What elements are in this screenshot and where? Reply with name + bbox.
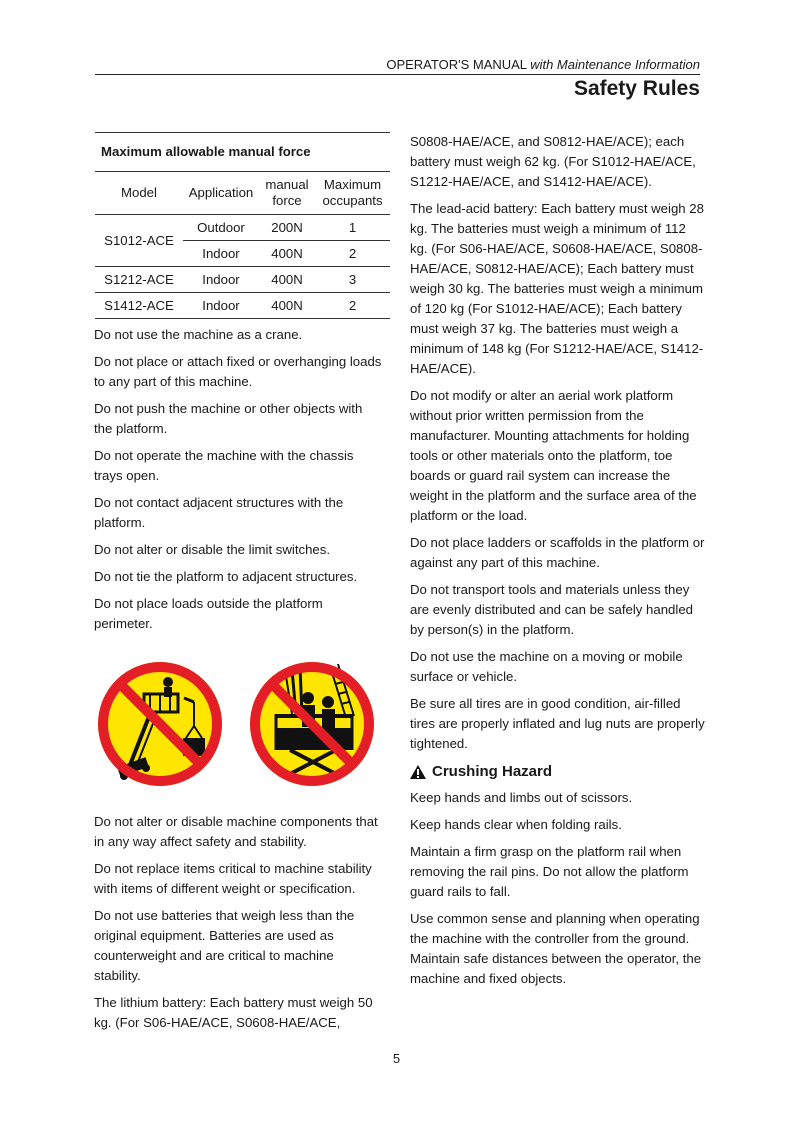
rule-paragraph: The lead-acid battery: Each battery must weigh 28 kg. The batteries must weigh a minimum of 112 kg. (For S06-HAE/ACE, S0608-HAE/ACE, S0808-HAE/ACE, S0812-HAE/ACE); Each battery must weigh 30 kg. The batteries must weigh a minimum of 120 kg (For S1012-HAE/ACE); Each battery must weigh 37 kg. The batteries must weigh a minimum of 148 kg (For S1212-HAE/ACE, S1412-HAE/ACE).	[410, 201, 704, 376]
no-crane-lifting-sign-icon	[94, 658, 226, 790]
rule-paragraph: Do not alter or disable the limit switches.	[94, 542, 331, 557]
cell-application: Indoor	[183, 267, 259, 293]
rule-paragraph: Do not use the machine on a moving or mobile surface or vehicle.	[410, 649, 683, 684]
crushing-hazard-heading	[410, 762, 706, 782]
cell-occupants: 2	[315, 241, 390, 267]
page-number: 5	[392, 1051, 401, 1066]
manual-subtitle: with Maintenance Information	[530, 57, 700, 72]
left-column	[94, 132, 384, 1033]
crushing-hazard-title: Crushing Hazard	[432, 763, 553, 780]
rule-paragraph: Do not modify or alter an aerial work platform without prior written permission from the manufacturer. Mounting attachments for holding tools or other materials onto the platform, toe boards or guard rail system can increase the weight in the platform and the surface area of the platform or the load.	[410, 388, 697, 523]
rule-paragraph: Do not tie the platform to adjacent structures.	[94, 569, 358, 584]
right-column	[410, 132, 706, 989]
rule-paragraph: Do not place ladders or scaffolds in the platform or against any part of this machine.	[410, 535, 705, 570]
max-force-table	[95, 132, 390, 319]
warning-triangle-icon	[410, 765, 426, 779]
cell-model: S1212-ACE	[95, 267, 183, 293]
cell-force: 200N	[259, 215, 315, 241]
col-header-application: Application	[183, 172, 259, 215]
table-header-row	[95, 172, 390, 215]
rule-paragraph: Do not push the machine or other objects with the platform.	[94, 401, 363, 436]
rule-paragraph: The lithium battery: Each battery must weigh 50 kg. (For S06-HAE/ACE, S0608-HAE/ACE,	[94, 995, 373, 1030]
rule-paragraph: Keep hands and limbs out of scissors.	[410, 790, 633, 805]
rule-paragraph: Be sure all tires are in good condition, air-filled tires are properly inflated and lug nuts are properly tightened.	[410, 696, 705, 751]
running-header	[386, 57, 700, 72]
col-header-occupants: Maximum occupants	[315, 172, 390, 215]
rule-paragraph: Do not place or attach fixed or overhanging loads to any part of this machine.	[94, 354, 382, 389]
rule-paragraph: S0808-HAE/ACE, and S0812-HAE/ACE); each battery must weigh 62 kg. (For S1012-HAE/ACE, S1212-HAE/ACE, and S1412-HAE/ACE).	[410, 134, 696, 189]
rule-paragraph: Do not use batteries that weigh less than the original equipment. Batteries are used as counterweight and are critical to machine stability.	[94, 908, 355, 983]
cell-force: 400N	[259, 267, 315, 293]
rule-paragraph: Use common sense and planning when operating the machine with the controller from the ground. Maintain safe distances between the operator, the machine and fixed objects.	[410, 911, 702, 986]
rule-paragraph: Maintain a firm grasp on the platform rail when removing the rail pins. Do not allow the platform guard rails to fall.	[410, 844, 689, 899]
cell-force: 400N	[259, 241, 315, 267]
table-row	[95, 267, 390, 293]
section-title: Safety Rules	[573, 77, 700, 100]
manual-title: OPERATOR'S MANUAL	[386, 57, 527, 72]
rule-paragraph: Do not operate the machine with the chassis trays open.	[94, 448, 354, 483]
rule-paragraph: Do not contact adjacent structures with the platform.	[94, 495, 344, 530]
rule-paragraph: Keep hands clear when folding rails.	[410, 817, 622, 832]
rule-paragraph: Do not transport tools and materials unless they are evenly distributed and can be safely handled by person(s) in the platform.	[410, 582, 693, 637]
cell-occupants: 2	[315, 293, 390, 319]
cell-model: S1412-ACE	[95, 293, 183, 319]
cell-occupants: 3	[315, 267, 390, 293]
no-overloading-platform-sign-icon	[246, 658, 378, 790]
cell-application: Indoor	[183, 293, 259, 319]
table-row	[95, 293, 390, 319]
rule-paragraph: Do not use the machine as a crane.	[94, 327, 303, 342]
cell-force: 400N	[259, 293, 315, 319]
table-title: Maximum allowable manual force	[95, 133, 390, 172]
header-rule	[95, 74, 700, 75]
cell-model: S1012-ACE	[95, 215, 183, 267]
rule-paragraph: Do not alter or disable machine components that in any way affect safety and stability.	[94, 814, 378, 849]
prohibition-signs	[94, 658, 384, 790]
table-row	[95, 215, 390, 241]
col-header-force: manual force	[259, 172, 315, 215]
rule-paragraph: Do not replace items critical to machine stability with items of different weight or specification.	[94, 861, 372, 896]
col-header-model: Model	[95, 172, 183, 215]
cell-application: Indoor	[183, 241, 259, 267]
cell-occupants: 1	[315, 215, 390, 241]
rule-paragraph: Do not place loads outside the platform perimeter.	[94, 596, 323, 631]
cell-application: Outdoor	[183, 215, 259, 241]
